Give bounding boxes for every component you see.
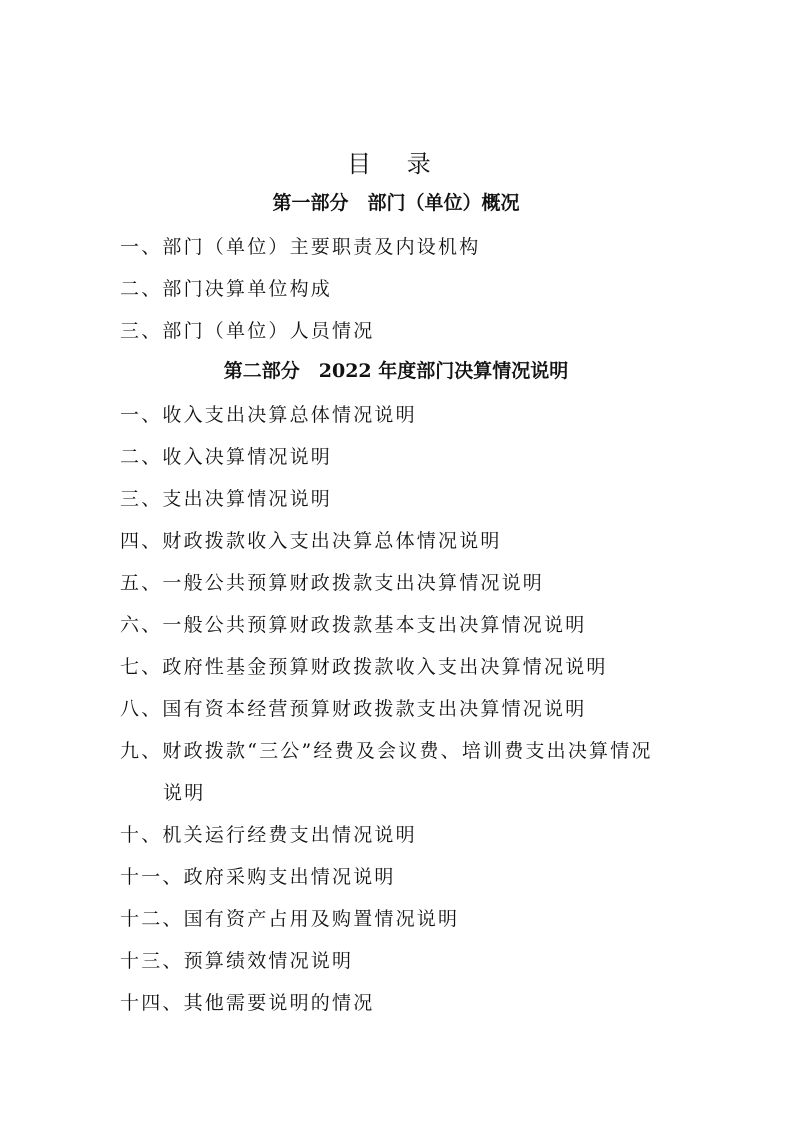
part2-heading: 第二部分 2022 年度部门决算情况说明 xyxy=(223,360,569,382)
toc-item: 六、一般公共预算财政拨款基本支出决算情况说明 xyxy=(120,614,587,636)
toc-item: 十一、政府采购支出情况说明 xyxy=(120,866,396,888)
toc-item: 九、财政拨款“三公”经费及会议费、培训费支出决算情况 xyxy=(120,740,653,762)
toc-item: 二、收入决算情况说明 xyxy=(120,446,333,468)
toc-item: 十四、其他需要说明的情况 xyxy=(120,992,375,1014)
toc-item: 五、一般公共预算财政拨款支出决算情况说明 xyxy=(120,572,545,594)
toc-item: 十二、国有资产占用及购置情况说明 xyxy=(120,908,460,930)
toc-item-continuation: 说明 xyxy=(163,782,206,804)
toc-title: 目 录 xyxy=(347,150,445,178)
toc-item: 二、部门决算单位构成 xyxy=(120,278,333,300)
toc-item: 一、部门（单位）主要职责及内设机构 xyxy=(120,236,481,258)
toc-item: 四、财政拨款收入支出决算总体情况说明 xyxy=(120,530,502,552)
toc-item: 三、支出决算情况说明 xyxy=(120,488,333,510)
part1-heading: 第一部分 部门（单位）概况 xyxy=(272,192,520,214)
toc-item: 八、国有资本经营预算财政拨款支出决算情况说明 xyxy=(120,698,587,720)
toc-item: 十、机关运行经费支出情况说明 xyxy=(120,824,417,846)
toc-item: 一、收入支出决算总体情况说明 xyxy=(120,404,417,426)
toc-item: 七、政府性基金预算财政拨款收入支出决算情况说明 xyxy=(120,656,608,678)
toc-item: 十三、预算绩效情况说明 xyxy=(120,950,354,972)
toc-item: 三、部门（单位）人员情况 xyxy=(120,320,375,342)
